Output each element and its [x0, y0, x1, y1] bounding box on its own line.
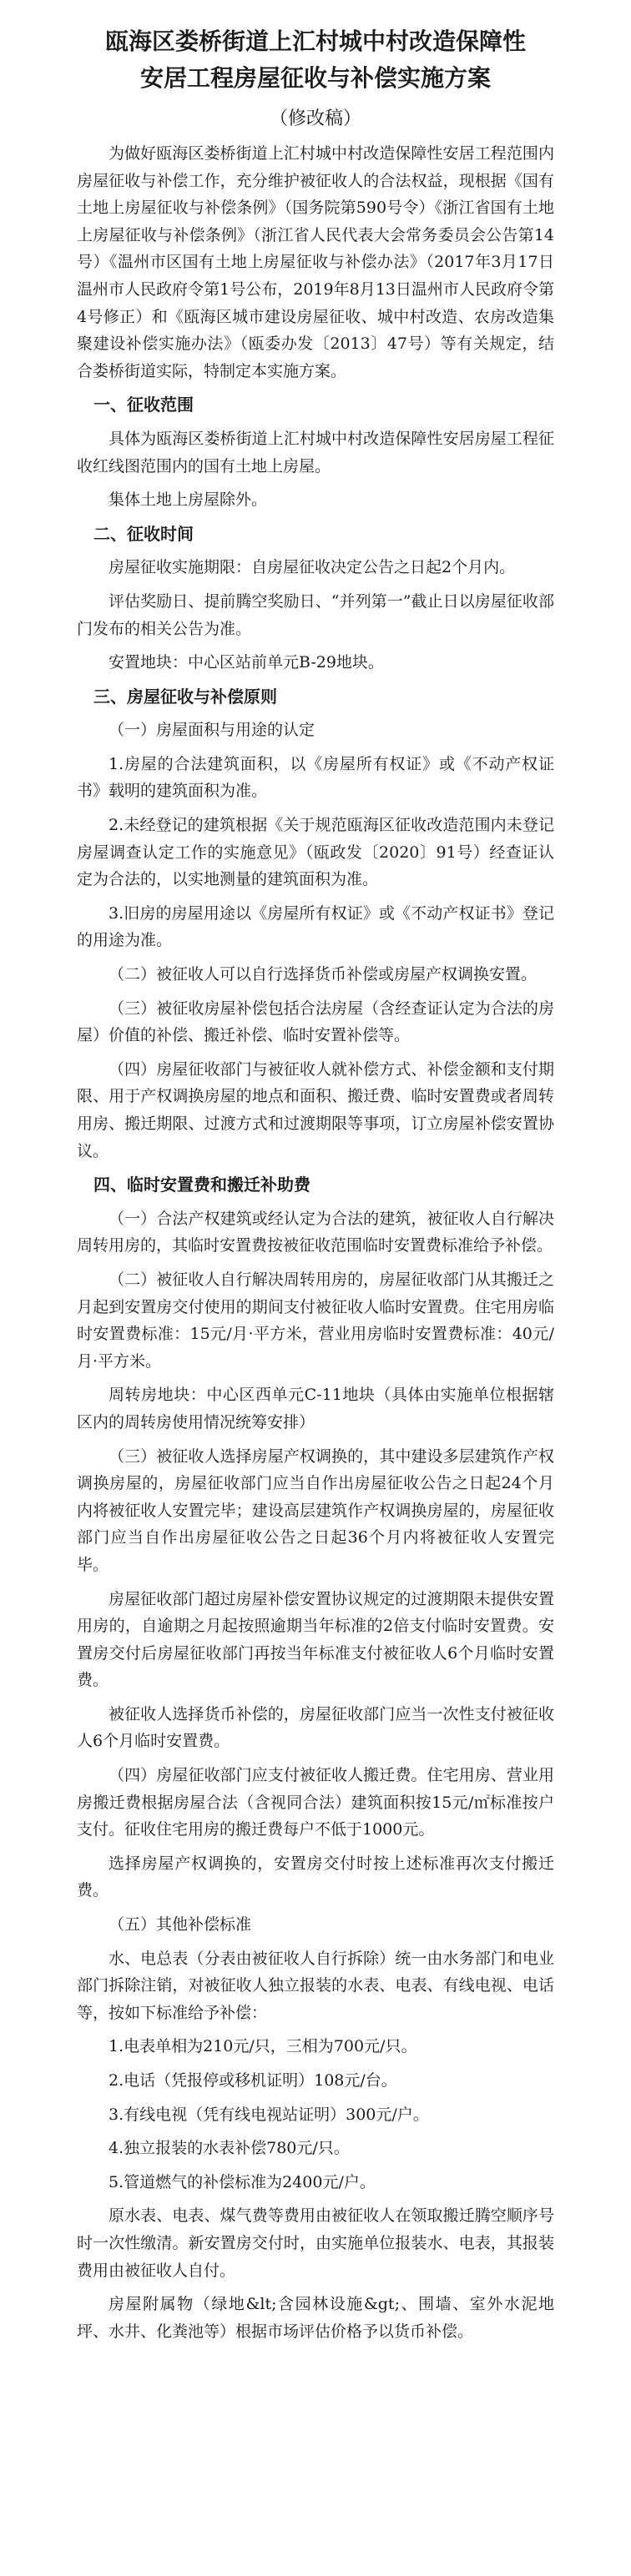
section-3-paragraph-2: 2.未经登记的建筑根据《关于规范瓯海区征收改造范围内未登记房屋调查认定工作的实施意见》（瓯政发〔2020〕91号）经查证认定为合法的，以实地测量的建筑面积为准。 [77, 816, 554, 889]
section-4-list-item-1: 1.电表单相为210元/只，三相为700元/只。 [109, 2037, 417, 2056]
section-4-list-item-5: 5.管道燃气的补偿标准为2400元/户。 [109, 2172, 376, 2191]
section-4-paragraph-11: 房屋附属物（绿地&lt;含园林设施&gt;、围墙、室外水泥地坪、水井、化粪池等）根据市场评估价格予以货币补偿。 [77, 2295, 554, 2341]
document-title [77, 23, 554, 97]
section-3-paragraph-1: 1.房屋的合法建筑面积，以《房屋所有权证》或《不动产权证书》载明的建筑面积为准。 [77, 754, 554, 801]
section-4-list-item-4: 4.独立报装的水表补偿780元/只。 [109, 2139, 350, 2158]
section-4-paragraph-5: 房屋征收部门超过房屋补偿安置协议规定的过渡期限未提供安置用房的，自逾期之月起按照逾期当年标准的2倍支付临时安置费。安置房交付后房屋征收部门再按当年标准支付被征收人6个月临时安置费。 [77, 1589, 554, 1690]
section-3-paragraph-6: （四）房屋征收部门与被征收人就补偿方式、补偿金额和支付期限、用于产权调换房屋的地点和面积、搬迁费、临时安置费或者周转用房、搬迁期限、过渡方式和过渡期限等事项，订立房屋补偿安置协议。 [77, 1059, 554, 1160]
section-3-paragraph-4: （二）被征收人可以自行选择货币补偿或房屋产权调换安置。 [109, 965, 538, 984]
intro-paragraph: 为做好瓯海区娄桥街道上汇村城中村改造保障性安居工程范围内房屋征收与补偿工作，充分维护被征收人的合法权益，现根据《国有土地上房屋征收与补偿条例》（国务院第590号令）《浙江省国有土地上房屋征收与补偿条例》（浙江省人民代表大会常务委员会公告第14号）《温州市区国有土地上房屋征收与补偿办法》（2017年3月17日温州市人民政府令第1号公布，2019年8月13日温州市人民政府令第4号修正）和《瓯海区城市建设房屋征收、城中村改造、农房改造集聚建设补偿实施办法》（瓯委办发〔2013〕47号）等有关规定，结合娄桥街道实际，特制定本实施方案。 [77, 144, 554, 380]
section-3-subheading-1: （一）房屋面积与用途的认定 [109, 721, 316, 740]
section-1-heading: 一、征收范围 [93, 395, 194, 415]
section-1-paragraph-2: 集体土地上房屋除外。 [109, 491, 268, 510]
section-4-paragraph-8: 选择房屋产权调换的，安置房交付时按上述标准再次支付搬迁费。 [77, 1854, 554, 1900]
section-4-paragraph-4: （三）被征收人选择房屋产权调换的，其中建设多层建筑作产权调换房屋的，房屋征收部门应当自作出房屋征收公告之日起24个月内将被征收人安置完毕；建设高层建筑作产权调换房屋的，房屋征收部门应当自作出房屋征收公告之日起36个月内将被征收人安置完毕。 [77, 1446, 554, 1574]
section-2-paragraph-3: 安置地块：中心区站前单元B-29地块。 [109, 653, 384, 672]
section-1-paragraph-1: 具体为瓯海区娄桥街道上汇村城中村改造保障性安居房屋工程征收红线图范围内的国有土地上房屋。 [77, 429, 554, 475]
section-4-paragraph-1: （一）合法产权建筑或经认定为合法的建筑，被征收人自行解决周转用房的，其临时安置费按被征收范围临时安置费标准给予补偿。 [77, 1209, 554, 1255]
section-4-list-item-2: 2.电话（凭报停或移机证明）108元/台。 [109, 2071, 397, 2090]
section-4-list-item-3: 3.有线电视（凭有线电视站证明）300元/户。 [109, 2105, 429, 2124]
title-line-1: 瓯海区娄桥街道上汇村城中村改造保障性 [104, 28, 526, 55]
section-2-heading: 二、征收时间 [93, 523, 194, 544]
section-2-paragraph-2: 评估奖励日、提前腾空奖励日、“并列第一”截止日以房屋征收部门发布的相关公告为准。 [77, 591, 554, 638]
section-4-subheading-5: （五）其他补偿标准 [109, 1915, 252, 1935]
document-subtitle: （修改稿） [269, 108, 361, 129]
section-4-paragraph-7: （四）房屋征收部门应支付被征收人搬迁费。住宅用房、营业用房搬迁费根据房屋合法（含视同合法）建筑面积按15元/㎡标准按户支付。征收住宅用房的搬迁费每户不低于1000元。 [77, 1766, 554, 1839]
section-3-paragraph-5: （三）被征收房屋补偿包括合法房屋（含经查证认定为合法的房屋）价值的补偿、搬迁补偿、临时安置补偿等。 [77, 999, 554, 1045]
section-4-paragraph-9: 水、电总表（分表由被征收人自行拆除）统一由水务部门和电业部门拆除注销，对被征收人独立报装的水表、电表、有线电视、电话等，按如下标准给予补偿： [77, 1949, 554, 2022]
section-4-heading: 四、临时安置费和搬迁补助费 [93, 1175, 310, 1195]
section-2-paragraph-1: 房屋征收实施期限：自房屋征收决定公告之日起2个月内。 [109, 558, 516, 577]
section-4-paragraph-2: （二）被征收人自行解决周转用房的，房屋征收部门从其搬迁之月起到安置房交付使用的期间支付被征收人临时安置费。住宅用房临时安置费标准：15元/月·平方米，营业用房临时安置费标准：40元/月·平方米。 [77, 1270, 554, 1371]
section-3-paragraph-3: 3.旧房的房屋用途以《房屋所有权证》或《不动产权证书》登记的用途为准。 [77, 903, 554, 950]
section-4-paragraph-3: 周转房地块：中心区西单元C-11地块（具体由实施单位根据辖区内的周转房使用情况统筹安排） [77, 1386, 554, 1431]
title-line-2: 安居工程房屋征收与补偿实施方案 [139, 64, 491, 92]
section-4-paragraph-10: 原水表、电表、煤气费等费用由被征收人在领取搬迁腾空顺序号时一次性缴清。新安置房交付时，由实施单位报装水、电表，其报装费用由被征收人自付。 [77, 2206, 554, 2280]
section-3-heading: 三、房屋征收与补偿原则 [93, 686, 277, 707]
section-4-paragraph-6: 被征收人选择货币补偿的，房屋征收部门应当一次性支付被征收人6个月临时安置费。 [77, 1704, 554, 1751]
